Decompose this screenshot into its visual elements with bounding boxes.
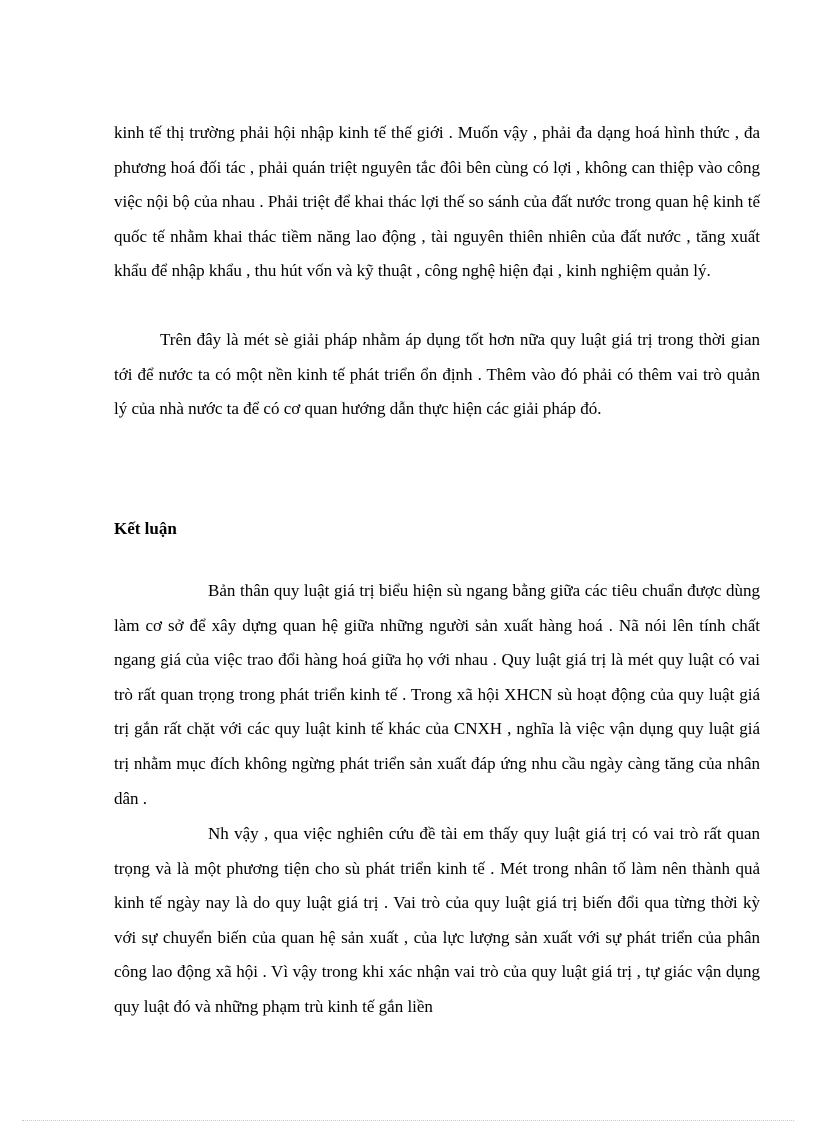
paragraph-summary [114, 817, 760, 1025]
page-bottom-divider [22, 1120, 794, 1121]
paragraph-text: Nh vậy , qua việc nghiên cứu đề tài em thấy quy luật giá trị có vai trò rất quan trọng và là một phương tiện cho sù phát triển kinh tế . Mét trong nhân tố làm nên thành quả kinh tế ngày nay là do quy luật giá trị . Vai trò của quy luật giá trị biến đổi qua từng thời kỳ với sự chuyển biến của quan hệ sản xuất , của lực lượng sản xuất với sự phát triển của phân công lao động xã hội . Vì vậy trong khi xác nhận vai trò của quy luật giá trị , tự giác vận dụng quy luật đó và những phạm trù kinh tế gắn liền [114, 824, 760, 1016]
paragraph-text: Bản thân quy luật giá trị biểu hiện sù ngang bằng giữa các tiêu chuẩn được dùng làm cơ sở để xây dựng quan hệ giữa những người sản xuất hàng hoá . Nã nói lên tính chất ngang giá của việc trao đổi hàng hoá giữa họ với nhau . Quy luật giá trị là mét quy luật có vai trò rất quan trọng trong phát triển kinh tế . Trong xã hội XHCN sù hoạt động của quy luật giá trị gắn rất chặt với các quy luật kinh tế khác của CNXH , nghĩa là việc vận dụng quy luật giá trị nhằm mục đích không ngừng phát triển sản xuất đáp ứng nhu cầu ngày càng tăng của nhân dân . [114, 581, 760, 808]
paragraph-value-law [114, 574, 760, 816]
paragraph-integration [114, 116, 760, 289]
section-heading-conclusion: Kết luận [114, 519, 177, 538]
paragraph-text: kinh tế thị trường phải hội nhập kinh tế thế giới . Muốn vậy , phải đa dạng hoá hình thức , đa phương hoá đối tác , phải quán triệt nguyên tắc đôi bên cùng có lợi , không can thiệp vào công việc nội bộ của nhau . Phải triệt để khai thác lợi thế so sánh của đất nước trong quan hệ kinh tế quốc tế nhằm khai thác tiềm năng lao động , tài nguyên thiên nhiên của đất nước , tăng xuất khẩu để nhập khẩu , thu hút vốn và kỹ thuật , công nghệ hiện đại , kinh nghiệm quản lý. [114, 123, 760, 281]
paragraph-solutions [114, 323, 760, 427]
paragraph-text: Trên đây là mét sè giải pháp nhằm áp dụng tốt hơn nữa quy luật giá trị trong thời gian tới để nước ta có một nền kinh tế phát triển ổn định . Thêm vào đó phải có thêm vai trò quản lý của nhà nước ta để có cơ quan hướng dẫn thực hiện các giải pháp đó. [114, 330, 760, 419]
